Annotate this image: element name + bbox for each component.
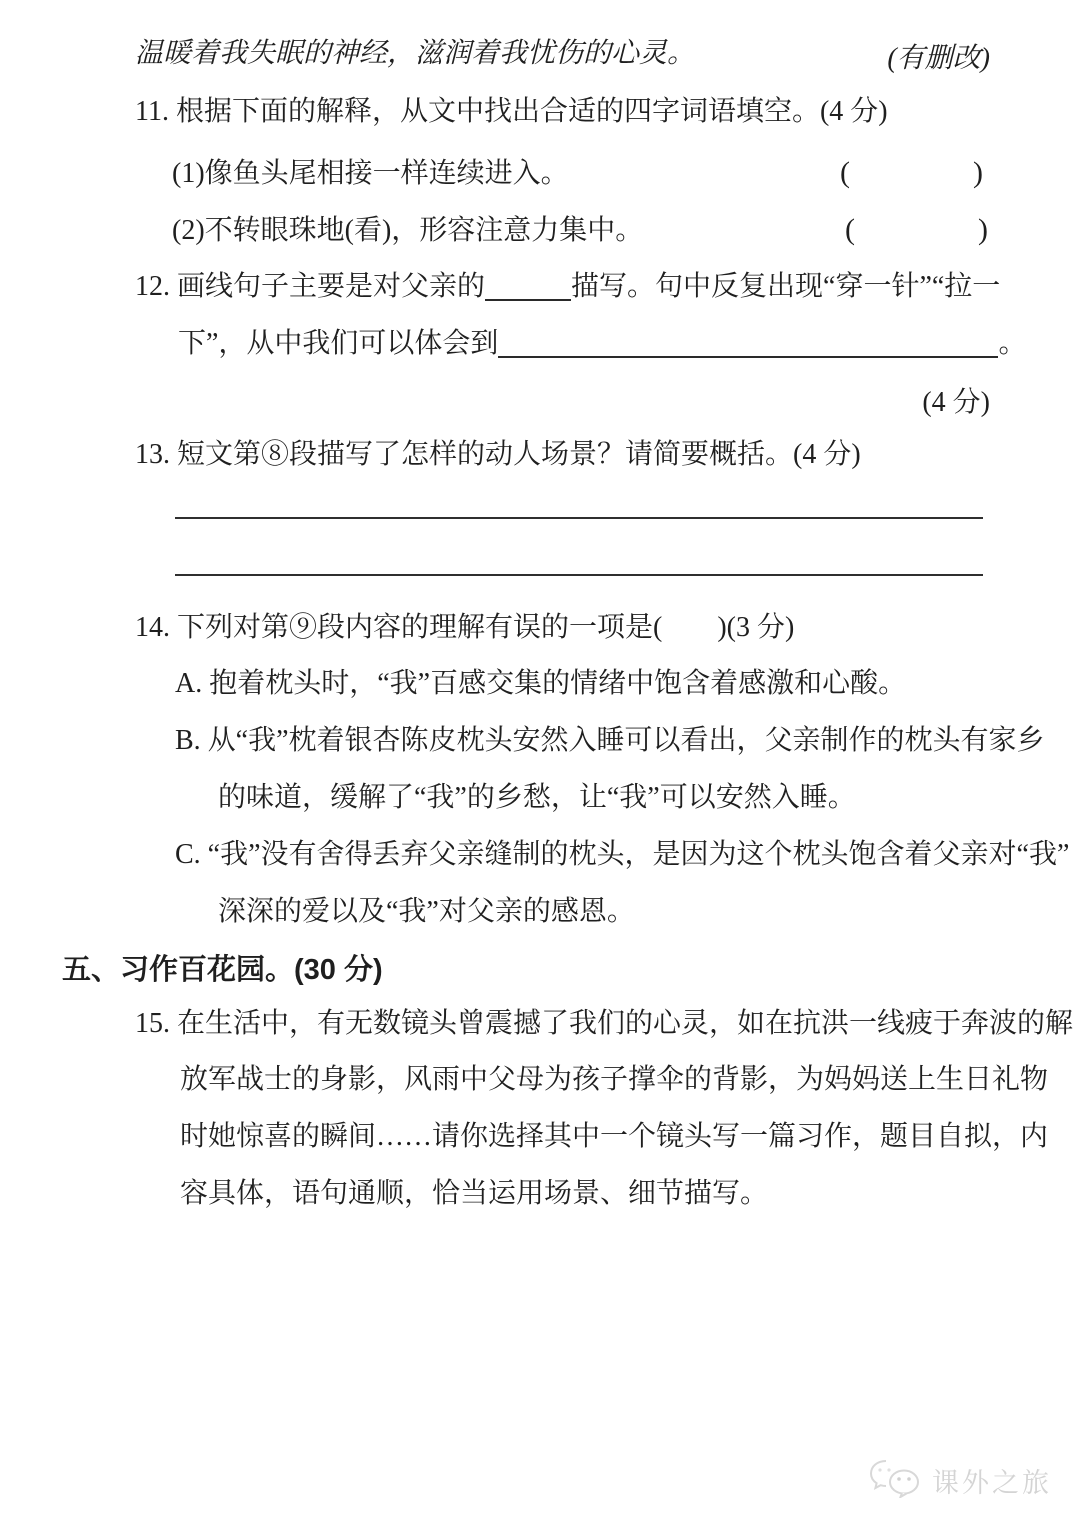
question-15-line-4: 容具体，语句通顺，恰当运用场景、细节描写。 [180,1178,769,1209]
question-11-item-1-text: (1)像鱼头尾相接一样连续进入。 [172,158,569,189]
question-14-option-b-line-1: B. 从“我”枕着银杏陈皮枕头安然入睡可以看出，父亲制作的枕头有家乡 [175,725,1045,756]
question-14-stem-post: )(3 分) [717,612,795,643]
question-13-answer-line-2 [175,574,983,576]
question-11-item-1 [0,156,1080,196]
question-12-line-2-pre: 下”，从中我们可以体会到 [178,328,499,359]
question-15-line-1: 15. 在生活中，有无数镜头曾震撼了我们的心灵，如在抗洪一线疲于奔波的解 [135,1008,1074,1039]
question-14-stem [135,610,794,646]
question-11-item-2-answer-paren-open: ( [845,213,855,246]
question-12-line-1-post: 描写。句中反复出现“穿一针”“拉一 [571,271,1001,302]
question-12-answer-blank-2 [498,326,998,358]
question-14-option-c-line-2: 深深的爱以及“我”对父亲的感恩。 [218,896,635,927]
question-12-line-1 [135,269,1000,305]
question-11-item-2-text: (2)不转眼珠地(看)，形容注意力集中。 [172,215,644,246]
question-13-answer-line-1 [175,517,983,519]
question-11-stem: 11. 根据下面的解释，从文中找出合适的四字词语填空。(4 分) [135,96,888,127]
question-12-answer-blank-1 [485,269,571,301]
passage-source-note: (有删改) [887,43,990,74]
question-12-line-2-end: 。 [998,328,1027,359]
question-14-option-c-line-1: C. “我”没有舍得丢弃父亲缝制的枕头，是因为这个枕头饱含着父亲对“我” [175,839,1070,870]
chat-bubbles-icon [868,1458,924,1503]
question-11-item-1-answer-paren-open: ( [840,156,850,189]
question-12-line-1-pre: 12. 画线句子主要是对父亲的 [135,271,486,302]
question-15-line-2: 放军战士的身影，风雨中父母为孩子撑伞的背影，为妈妈送上生日礼物 [180,1064,1049,1095]
question-12-score: (4 分) [922,387,990,418]
question-12-line-2 [178,326,1026,362]
question-15-line-3: 时她惊喜的瞬间……请你选择其中一个镜头写一篇习作，题目自拟，内 [180,1121,1049,1152]
section-5-title: 五、习作百花园。(30 分) [62,954,383,986]
question-13-stem: 13. 短文第⑧段描写了怎样的动人场景？请简要概括。(4 分) [135,439,861,470]
question-14-stem-pre: 14. 下列对第⑨段内容的理解有误的一项是( [135,612,663,643]
question-11-item-1-answer-paren-close: ) [973,156,983,189]
passage-tail-text: 温暖着我失眠的神经，滋润着我忧伤的心灵。 [135,38,696,69]
watermark-label: 课外之旅 [932,1468,1052,1498]
watermark [868,1458,1052,1503]
question-14-option-a: A. 抱着枕头时，“我”百感交集的情绪中饱含着感激和心酸。 [175,668,907,699]
question-11-item-2 [0,213,1080,253]
question-14-option-b-line-2: 的味道，缓解了“我”的乡愁，让“我”可以安然入睡。 [218,782,856,813]
question-11-item-2-answer-paren-close: ) [978,213,988,246]
